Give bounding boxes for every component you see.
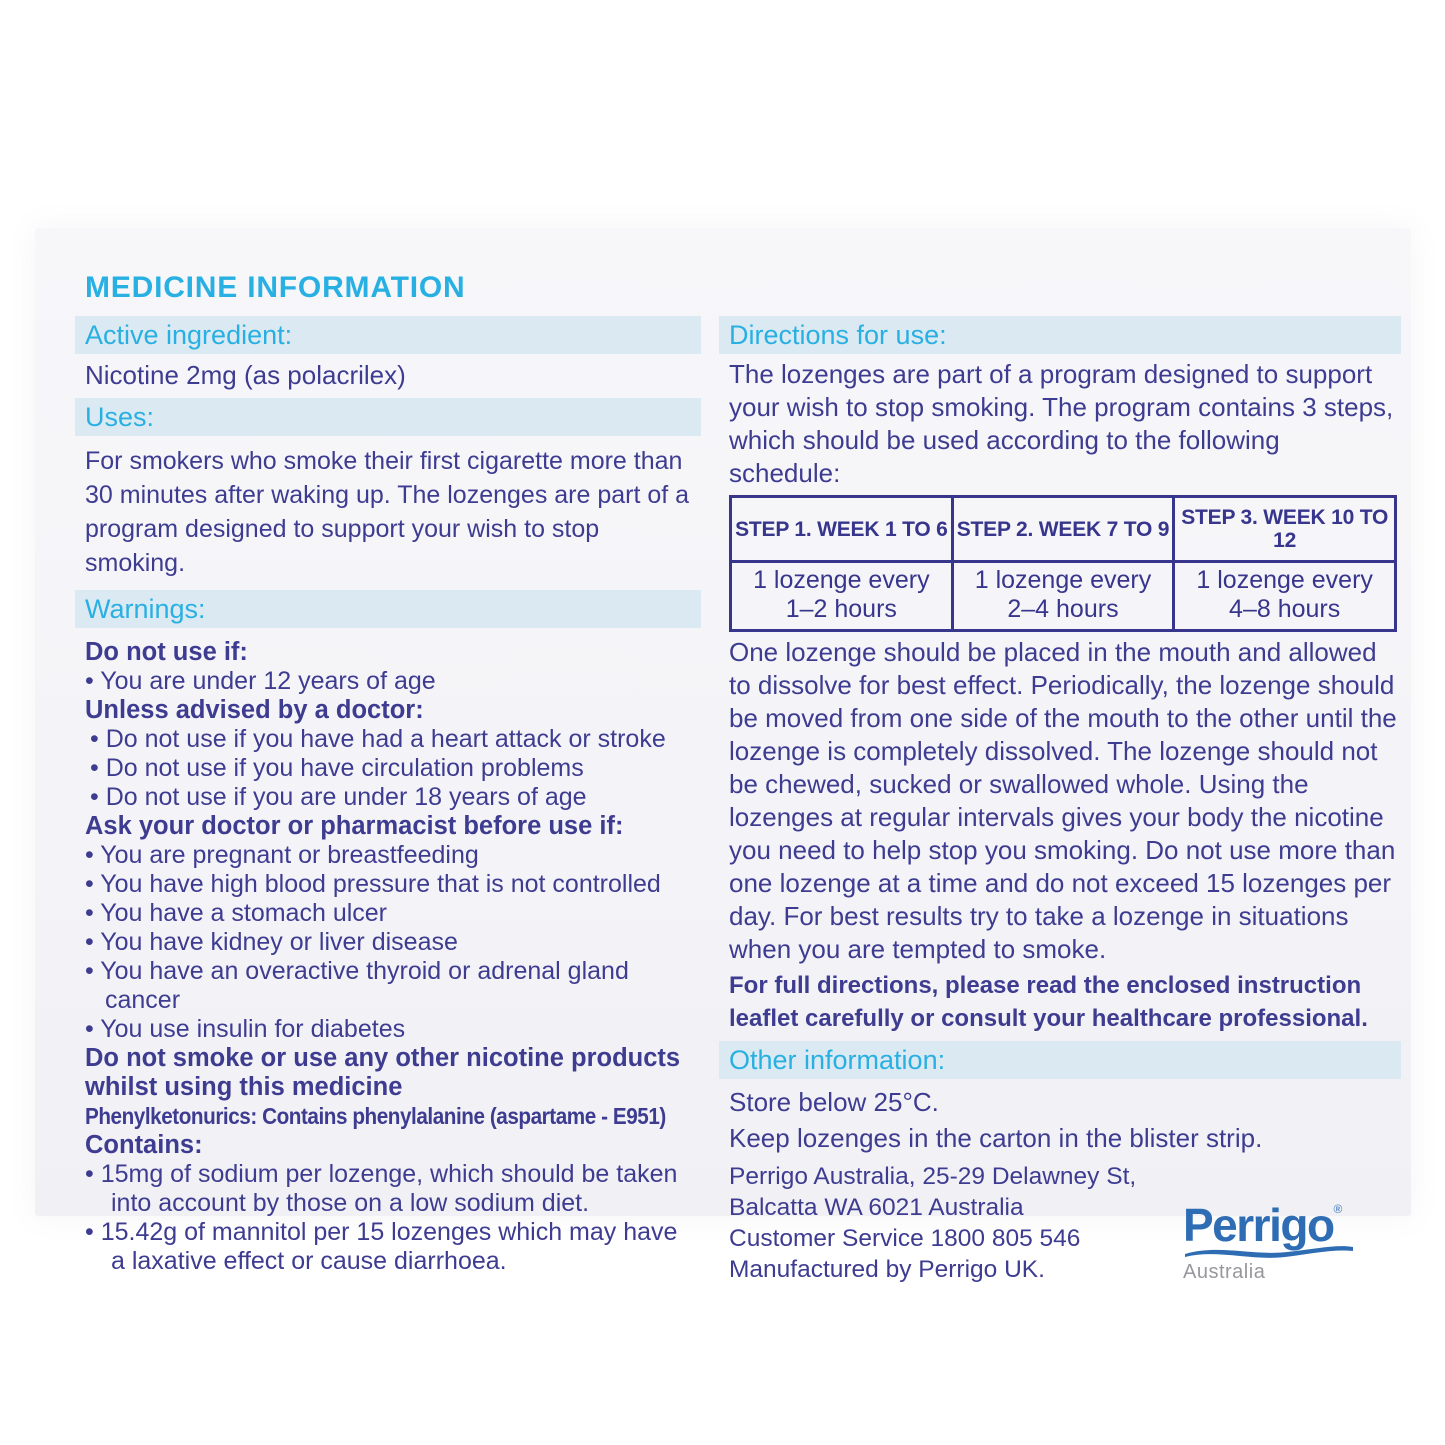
dosage-line: 4–8 hours bbox=[1229, 595, 1341, 623]
registered-trademark-icon: ® bbox=[1333, 1202, 1343, 1216]
manufacturer-address bbox=[729, 1161, 1183, 1285]
warnings-list bbox=[85, 638, 697, 1276]
storage-line: Store below 25°C. bbox=[729, 1087, 939, 1117]
active-ingredient-heading: Active ingredient: bbox=[75, 316, 701, 354]
right-column bbox=[729, 270, 1397, 1285]
warnings-heading: Warnings: bbox=[75, 590, 701, 628]
dosage-line: 1 lozenge every bbox=[974, 566, 1152, 594]
uses-paragraph: For smokers who smoke their first cigarette more than 30 minutes after waking up. The lozenges are part of a program designed to support your wish to stop smoking. bbox=[85, 447, 690, 577]
warnings-list-item: • You have a stomach ulcer bbox=[85, 899, 388, 927]
page-title: MEDICINE INFORMATION bbox=[85, 271, 466, 304]
storage-instructions bbox=[729, 1084, 1397, 1156]
warnings-subheading: Unless advised by a doctor: bbox=[85, 696, 424, 724]
warnings-bold-note: Do not smoke or use any other nicotine products whilst using this medicine bbox=[85, 1044, 681, 1101]
warnings-subheading: Ask your doctor or pharmacist before use if: bbox=[85, 812, 624, 840]
dosage-line: 1 lozenge every bbox=[1196, 566, 1373, 594]
logo-wordmark-text: Perrigo bbox=[1183, 1199, 1334, 1251]
other-information-heading: Other information: bbox=[719, 1041, 1401, 1079]
directions-intro: The lozenges are part of a program designed to support your wish to stop smoking. The program contains 3 steps, which should be used according to the following schedule: bbox=[729, 359, 1394, 488]
table-header-cell: STEP 2. WEEK 7 TO 9 bbox=[952, 497, 1174, 562]
logo-wordmark bbox=[1183, 1189, 1373, 1251]
warnings-list-item: • You have high blood pressure that is not controlled bbox=[85, 870, 661, 898]
warnings-subheading: Do not use if: bbox=[85, 638, 248, 666]
uses-heading: Uses: bbox=[75, 398, 701, 436]
warnings-list-item: • You are under 12 years of age bbox=[85, 667, 436, 695]
table-body-row bbox=[731, 562, 1396, 631]
warnings-list-item: • You have kidney or liver disease bbox=[85, 928, 458, 956]
full-directions-note: For full directions, please read the enclosed instruction leaflet carefully or consult your healthcare professional. bbox=[729, 972, 1368, 1032]
directions-body: One lozenge should be placed in the mouth and allowed to dissolve for best effect. Periodically, the lozenge should be moved from one side of the mouth to the other until the lozenge is completely dissolved. The lozenge should not be chewed, sucked or swallowed whole. Using the lozenges at regular intervals gives your body the nicotine you need to help stop you smoking. Do not use more than one lozenge at a time and do not exceed 15 lozenges per day. For best results try to take a lozenge in situations when you are tempted to smoke. bbox=[729, 637, 1397, 964]
dosage-line: 2–4 hours bbox=[1007, 595, 1119, 623]
storage-line: Keep lozenges in the carton in the blister strip. bbox=[729, 1123, 1263, 1153]
table-body-cell bbox=[952, 562, 1174, 631]
table-header-cell: STEP 1. WEEK 1 TO 6 bbox=[731, 497, 953, 562]
address-line: Perrigo Australia, 25-29 Delawney St, bbox=[729, 1163, 1137, 1190]
dosage-line: 1–2 hours bbox=[785, 595, 897, 623]
table-body-cell bbox=[1174, 562, 1396, 631]
warnings-list-item: • Do not use if you have circulation problems bbox=[90, 754, 584, 782]
address-line: Balcatta WA 6021 Australia bbox=[729, 1194, 1024, 1221]
logo-region-label: Australia bbox=[1183, 1261, 1266, 1283]
warnings-list-item: • Do not use if you have had a heart attack or stroke bbox=[90, 725, 666, 753]
directions-heading: Directions for use: bbox=[719, 316, 1401, 354]
medicine-information-panel bbox=[35, 228, 1411, 1283]
contains-list-item: • 15.42g of mannitol per 15 lozenges which may have a laxative effect or cause diarrhoea. bbox=[85, 1218, 678, 1275]
warnings-list-item: • You are pregnant or breastfeeding bbox=[85, 841, 479, 869]
address-line: Customer Service 1800 805 546 bbox=[729, 1225, 1081, 1252]
table-header-cell: STEP 3. WEEK 10 TO 12 bbox=[1174, 497, 1396, 562]
phenylketonurics-note: Phenylketonurics: Contains phenylalanine (aspartame - E951) bbox=[85, 1103, 666, 1129]
left-column bbox=[85, 270, 697, 1285]
contains-list-item: • 15mg of sodium per lozenge, which should be taken into account by those on a low sodium diet. bbox=[85, 1160, 678, 1217]
active-ingredient-value: Nicotine 2mg (as polacrilex) bbox=[85, 360, 406, 390]
contains-subheading: Contains: bbox=[85, 1131, 203, 1159]
warnings-list-item: • Do not use if you are under 18 years of age bbox=[90, 783, 587, 811]
manufacturer-footer bbox=[729, 1161, 1397, 1285]
perrigo-logo bbox=[1183, 1189, 1373, 1284]
address-line: Manufactured by Perrigo UK. bbox=[729, 1256, 1045, 1283]
warnings-list-item: • You have an overactive thyroid or adrenal gland cancer bbox=[85, 957, 629, 1014]
dosage-schedule-table bbox=[729, 495, 1397, 632]
table-header-row bbox=[731, 497, 1396, 562]
table-body-cell bbox=[731, 562, 953, 631]
warnings-list-item: • You use insulin for diabetes bbox=[85, 1015, 406, 1043]
dosage-line: 1 lozenge every bbox=[753, 566, 930, 594]
